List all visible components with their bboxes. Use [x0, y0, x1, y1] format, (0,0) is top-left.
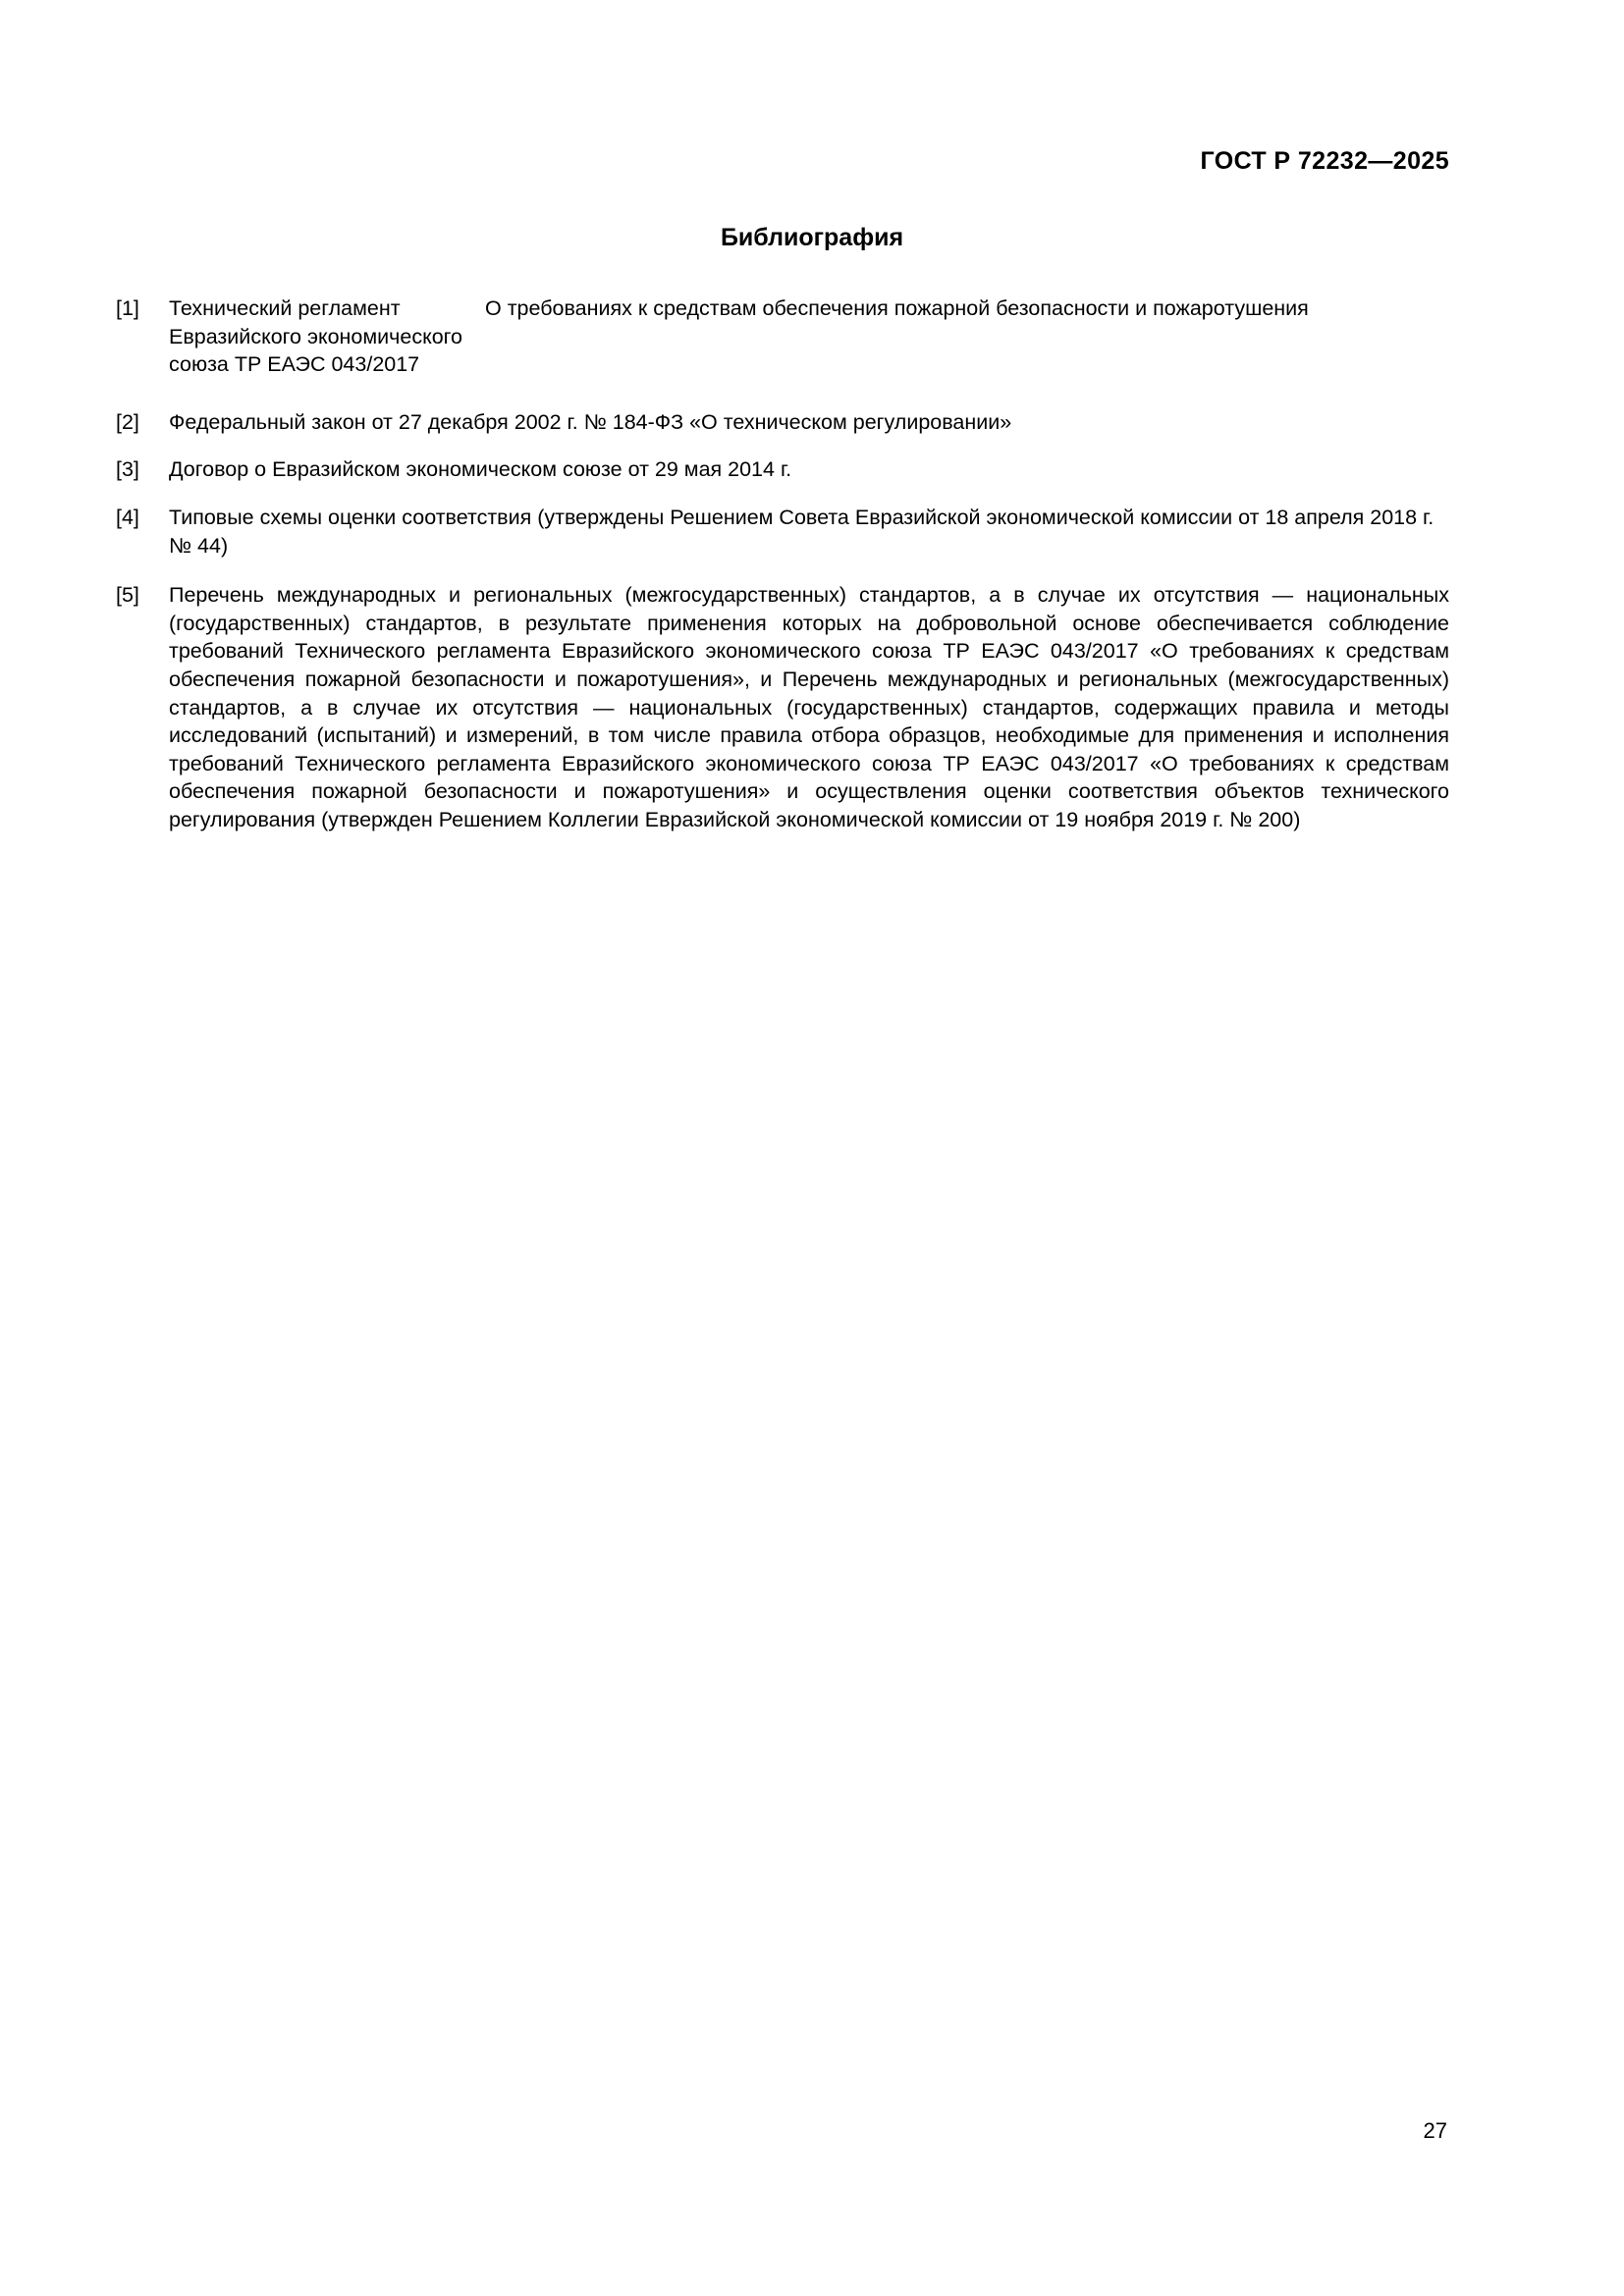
reference-text: Федеральный закон от 27 декабря 2002 г. № 184-ФЗ «О техническом регулировании» [169, 409, 1012, 434]
reference-number: [3] [116, 457, 139, 482]
page-number: 27 [1423, 2118, 1447, 2143]
list-item [116, 408, 1449, 437]
page-title: Библиография [720, 224, 904, 251]
list-item [116, 455, 1449, 484]
list-item [116, 581, 1449, 833]
reference-number: [4] [116, 505, 139, 529]
reference-title: О требованиях к средствам обеспечения пожарной безопасности и пожаротушения [485, 296, 1309, 320]
bibliography-list [116, 294, 1449, 856]
page-header-standard-number: ГОСТ Р 72232—2025 [1200, 147, 1449, 175]
reference-text: Договор о Евразийском экономическом союзе от 29 мая 2014 г. [169, 457, 792, 482]
reference-number: [2] [116, 409, 139, 434]
reference-number: [1] [116, 296, 139, 320]
reference-text: Перечень международных и региональных (межгосударственных) стандартов, а в случае их отсутствия — национальных (государственных) стандартов, в результате применения которых на добровольной основе обеспечивается соблюдение требований Технического регламента Евразийского экономического союза ТР ЕАЭС 043/2017 «О требованиях к средствам обеспечения пожарной безопасности и пожаротушения», и Перечень международных и региональных (межгосударственных) стандартов, а в случае их отсутствия — национальных (государственных) стандартов, содержащих правила и методы исследований (испытаний) и измерений, в том числе правила отбора образцов, необходимые для применения и исполнения требований Технического регламента Евразийского экономического союза ТР ЕАЭС 043/2017 «О требованиях к средствам обеспечения пожарной безопасности и пожаротушения» и осуществления оценки соответствия объектов технического регулирования (утвержден Решением Коллегии Евразийской экономической комиссии от 19 ноября 2019 г. № 200) [169, 583, 1449, 831]
list-item [116, 504, 1449, 560]
reference-number: [5] [116, 583, 139, 608]
reference-body [169, 294, 1449, 379]
reference-text: Типовые схемы оценки соответствия (утверждены Решением Совета Евразийской экономической комиссии от 18 апреля 2018 г. № 44) [169, 505, 1435, 558]
reference-source: Технический регламент Евразийского экономического союза ТР ЕАЭС 043/2017 [169, 296, 463, 377]
list-item [116, 294, 1449, 379]
